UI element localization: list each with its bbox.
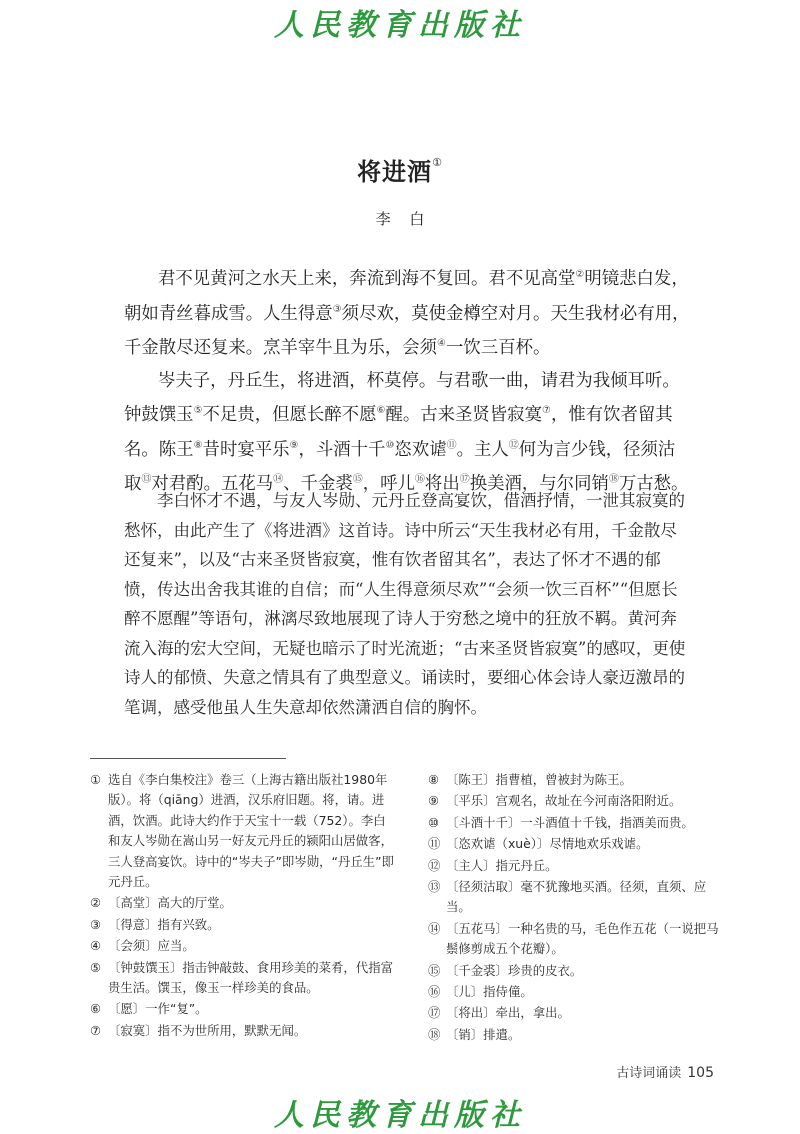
footnote	[428, 919, 728, 960]
footnote	[428, 791, 728, 811]
footnote-text: 〔将出〕牵出，拿出。	[446, 1005, 570, 1021]
poem-text: 。主人	[456, 439, 509, 460]
note-marker[interactable]: ⑫	[508, 439, 519, 451]
poem-text: 、千金裘	[283, 474, 353, 494]
footnote-text: 选自《李白集校注》卷三（上海古籍出版社1980年版）。将（qiāng）进酒，汉乐府旧题。将，请。进酒，饮酒。此诗大约作于天宝十一载（752）。李白和友人岑勋在嵩山另一好友元丹丘的颍阳山居做客，三人登高宴饮。诗中的“岑夫子”即岑勋，“丹丘生”即元丹丘。	[108, 772, 394, 890]
footnote-number: ⑱	[428, 1026, 441, 1042]
footnote	[428, 770, 728, 790]
footnote-text: 〔儿〕指侍僮。	[446, 984, 533, 1000]
poem-text: 岑夫子，丹丘生，将进酒，杯莫停。与君歌一曲，请君为我倾耳听。钟鼓馔玉	[124, 370, 680, 425]
footnote-divider	[90, 758, 286, 759]
footnote-number: ⑫	[428, 857, 441, 873]
poem-text: 一饮三百杯。	[446, 338, 551, 358]
poem-text: ，惟有饮者留其名。陈王	[124, 405, 673, 460]
poem-title: 将进酒	[357, 158, 433, 186]
page-number: 105	[687, 1065, 714, 1081]
note-marker[interactable]: ⑭	[273, 474, 284, 485]
note-marker[interactable]: ⑰	[459, 474, 470, 485]
footnote	[428, 982, 728, 1002]
title-note-marker[interactable]: ①	[432, 156, 443, 169]
footnote-number: ⑬	[428, 879, 441, 895]
poem-text: 君不见黄河之水天上来，奔流到海不复回。君不见高堂	[158, 269, 576, 289]
footnote-number: ⑨	[428, 793, 440, 809]
footnote-text: 〔高堂〕高大的厅堂。	[108, 895, 232, 911]
poem-text: 不足贵，但愿长醉不愿	[202, 405, 377, 425]
footnote	[90, 999, 394, 1019]
note-marker[interactable]: ④	[437, 338, 447, 349]
footnote-text: 〔斗酒十千〕一斗酒值十千钱，指酒美而贵。	[446, 814, 694, 830]
footnote	[90, 893, 394, 913]
footnote	[90, 1021, 394, 1041]
note-marker[interactable]: ⑦	[541, 405, 551, 416]
footnotes-right-column	[428, 770, 728, 1046]
footnote-number: ⑯	[428, 984, 441, 1000]
footnote	[428, 1003, 728, 1023]
footnote-number: ③	[90, 916, 102, 932]
poem-text: 恣欢谑	[394, 439, 447, 460]
footer-section-label: 古诗词诵读	[616, 1066, 682, 1081]
commentary-paragraph: 李白怀才不遇，与友人岑勋、元丹丘登高宴饮，借酒抒情，一泄其寂寞的愁怀，由此产生了《将进酒》这首诗。诗中所云“天生我材必有用，千金散尽还复来”，以及“古来圣贤皆寂寞，惟有饮者留其名”，表达了怀才不遇的郁愤，传达出舍我其谁的自信；而“人生得意须尽欢”“会须一饮三百杯”“但愿长醉不愿醒”等语句，淋漓尽致地展现了诗人于穷愁之境中的狂放不羁。黄河奔流入海的宏大空间，无疑也暗示了时光流逝；“古来圣贤皆寂寞”的感叹，更使诗人的郁愤、失意之情具有了典型意义。诵读时，要细心体会诗人豪迈激昂的笔调，感受他虽人生失意却依然潇洒自信的胸怀。	[124, 491, 686, 717]
note-marker[interactable]: ⑨	[289, 439, 299, 451]
footnote-text: 〔千金裘〕珍贵的皮衣。	[446, 962, 583, 978]
note-marker[interactable]: ⑮	[352, 474, 363, 485]
footnote-text: 〔愿〕一作“复”。	[108, 1001, 208, 1017]
poem-text: 万古愁。	[618, 474, 689, 494]
footnote-text: 〔会须〕应当。	[108, 938, 195, 954]
note-marker[interactable]: ⑯	[414, 474, 425, 485]
publisher-logo-bottom: 人民教育出版社	[274, 1098, 526, 1133]
footnote	[90, 958, 394, 999]
footnote-text: 〔五花马〕一种名贵的马，毛色作五花（一说把马鬃修剪成五个花瓣）。	[446, 920, 719, 957]
poem-text: ，呼儿	[362, 474, 415, 494]
poem-body	[124, 260, 692, 503]
footnote-text: 〔寂寞〕指不为世所用，默默无闻。	[108, 1022, 307, 1038]
footnote	[428, 834, 728, 854]
footnotes-left-column	[90, 770, 394, 1042]
page-footer	[616, 1062, 714, 1081]
footnote	[90, 770, 394, 892]
footnote-number: ②	[90, 895, 102, 911]
footnote-text: 〔陈王〕指曹植，曾被封为陈王。	[446, 772, 632, 787]
note-marker[interactable]: ⑩	[385, 439, 395, 451]
poem-text: 对君酌。五花马	[151, 474, 274, 494]
poem-text: 醒。古来圣贤皆寂寞	[385, 405, 542, 425]
footnote	[428, 961, 728, 981]
footnote-number: ⑭	[428, 920, 441, 936]
footnote	[428, 877, 728, 918]
poem-text: 将出	[424, 474, 460, 494]
footnote-number: ⑤	[90, 959, 102, 975]
footnote	[90, 936, 394, 956]
poem-stanza	[124, 260, 692, 364]
footnote-number: ④	[90, 938, 102, 954]
note-marker[interactable]: ⑱	[608, 474, 619, 485]
note-marker[interactable]: ②	[575, 269, 585, 280]
poem-text: 何为言少钱，径须沽取	[124, 439, 676, 494]
note-marker[interactable]: ⑤	[193, 405, 203, 416]
footnote-text: 〔恣欢谑（xuè）〕尽情地欢乐戏谑。	[446, 836, 649, 852]
footnote-number: ⑧	[428, 772, 440, 787]
note-marker[interactable]: ⑧	[193, 439, 203, 451]
footnote-number: ⑩	[428, 814, 440, 830]
footnote-text: 〔销〕排遣。	[446, 1026, 521, 1042]
footnote-text: 〔得意〕指有兴致。	[108, 916, 220, 932]
page-title	[0, 152, 800, 187]
footnote-text: 〔平乐〕宫观名，故址在今河南洛阳附近。	[446, 793, 682, 809]
footnote-text: 〔主人〕指元丹丘。	[446, 857, 558, 873]
footnote-number: ⑥	[90, 1001, 102, 1017]
footnote-number: ⑮	[428, 962, 441, 978]
poem-text: 昔时宴平乐	[202, 439, 290, 460]
footnote-text: 〔钟鼓馔玉〕指击钟敲鼓、食用珍美的菜肴，代指富贵生活。馔玉，像玉一样珍美的食品。	[108, 959, 393, 996]
publisher-logo-top: 人民教育出版社	[274, 8, 526, 43]
footnote-number: ⑦	[90, 1022, 102, 1038]
note-marker[interactable]: ③	[332, 303, 342, 315]
footnote	[428, 856, 728, 876]
poem-author: 李 白	[375, 210, 425, 228]
poem-text: 明镜悲白发，朝如青丝暮成雪。人生得意	[124, 269, 689, 324]
footnote	[428, 1025, 728, 1045]
note-marker[interactable]: ⑪	[446, 439, 457, 451]
poem-text: ，斗酒十千	[298, 439, 386, 460]
footnote-text: 〔径须沽取〕毫不犹豫地买酒。径须，直须、应当。	[446, 879, 707, 915]
footnote-number: ①	[90, 772, 102, 787]
poem-text: 须尽欢，莫使金樽空对月。天生我材必有用，千金散尽还复来。烹羊宰牛且为乐，会须	[124, 303, 690, 358]
poem-stanza	[124, 367, 692, 500]
footnote	[90, 915, 394, 935]
footnote-number: ⑪	[428, 836, 441, 852]
footnote	[428, 813, 728, 833]
poem-text: 换美酒，与尔同销	[469, 474, 609, 494]
note-marker[interactable]: ⑬	[141, 474, 152, 485]
footnote-number: ⑰	[428, 1005, 441, 1021]
note-marker[interactable]: ⑥	[376, 405, 386, 416]
